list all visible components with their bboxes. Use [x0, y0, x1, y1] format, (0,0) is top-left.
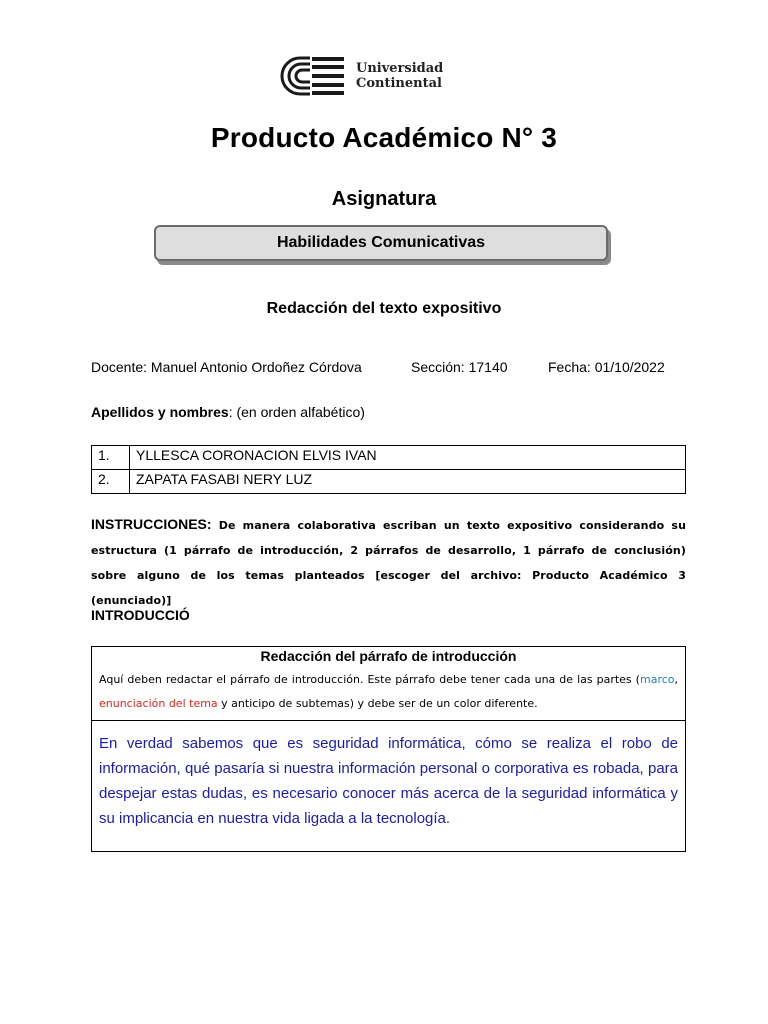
instructions-paragraph — [91, 512, 686, 613]
document-title: Producto Académico N° 3 — [210, 122, 558, 153]
names-label-bold: Apellidos y nombres — [91, 404, 229, 420]
names-label-rest: : (en orden alfabético) — [228, 404, 365, 420]
topic-heading: Redacción del texto expositivo — [266, 300, 502, 317]
continental-c-logo-icon — [280, 55, 346, 97]
names-label — [91, 404, 365, 420]
students-table — [91, 445, 686, 494]
instr-part-c: y anticipo de subtemas) y debe ser de un color diferente. — [217, 697, 538, 710]
introduction-heading: INTRODUCCIÓ — [91, 607, 190, 623]
introduction-box — [91, 646, 686, 852]
student-number: 2. — [92, 470, 130, 494]
subject-name: Habilidades Comunicativas — [276, 234, 486, 251]
logo-line-1: Universidad — [356, 61, 444, 76]
student-name: YLLESCA CORONACION ELVIS IVAN — [130, 446, 686, 470]
logo-line-2: Continental — [356, 76, 442, 91]
instr-enunciacion: enunciación del tema — [99, 697, 218, 710]
table-row — [92, 470, 686, 494]
introduction-box-header — [92, 647, 685, 721]
teacher-field: Docente: Manuel Antonio Ordoñez Córdova — [91, 359, 362, 375]
logo-wordmark — [356, 61, 443, 91]
introduction-instructions — [92, 664, 685, 716]
instructions-lead: INSTRUCCIONES: — [91, 516, 212, 532]
section-field: Sección: 17140 — [411, 359, 508, 375]
subject-banner — [154, 225, 608, 261]
student-number: 1. — [92, 446, 130, 470]
introduction-answer-text[interactable]: En verdad sabemos que es seguridad informática, cómo se realiza el robo de información, qué pasaría si nuestra información personal o corporativa es robada, para despejar estas dudas, es necesario conocer más acerca de la seguridad informática y su implicancia en nuestra vida ligada a la tecnología. — [99, 735, 678, 827]
date-field: Fecha: 01/10/2022 — [548, 359, 665, 375]
instructions-body: De manera colaborativa escriban un texto expositivo considerando su estructura (1 párrafo de introducción, 2 párrafos de desarrollo, 1 párrafo de conclusión) sobre alguno de los temas planteados [escoger del archivo: Producto Académico 3 (enunciado)] — [91, 519, 686, 607]
instr-marco: marco — [639, 673, 675, 686]
table-row — [92, 446, 686, 470]
student-name: ZAPATA FASABI NERY LUZ — [130, 470, 686, 494]
introduction-box-title: Redacción del párrafo de introducción — [260, 648, 517, 664]
university-logo — [280, 55, 460, 97]
instr-part-a: Aquí deben redactar el párrafo de introducción. Este párrafo debe tener cada una de las partes ( — [99, 673, 640, 686]
subject-label: Asignatura — [331, 188, 437, 210]
instr-part-b: , — [674, 673, 678, 686]
